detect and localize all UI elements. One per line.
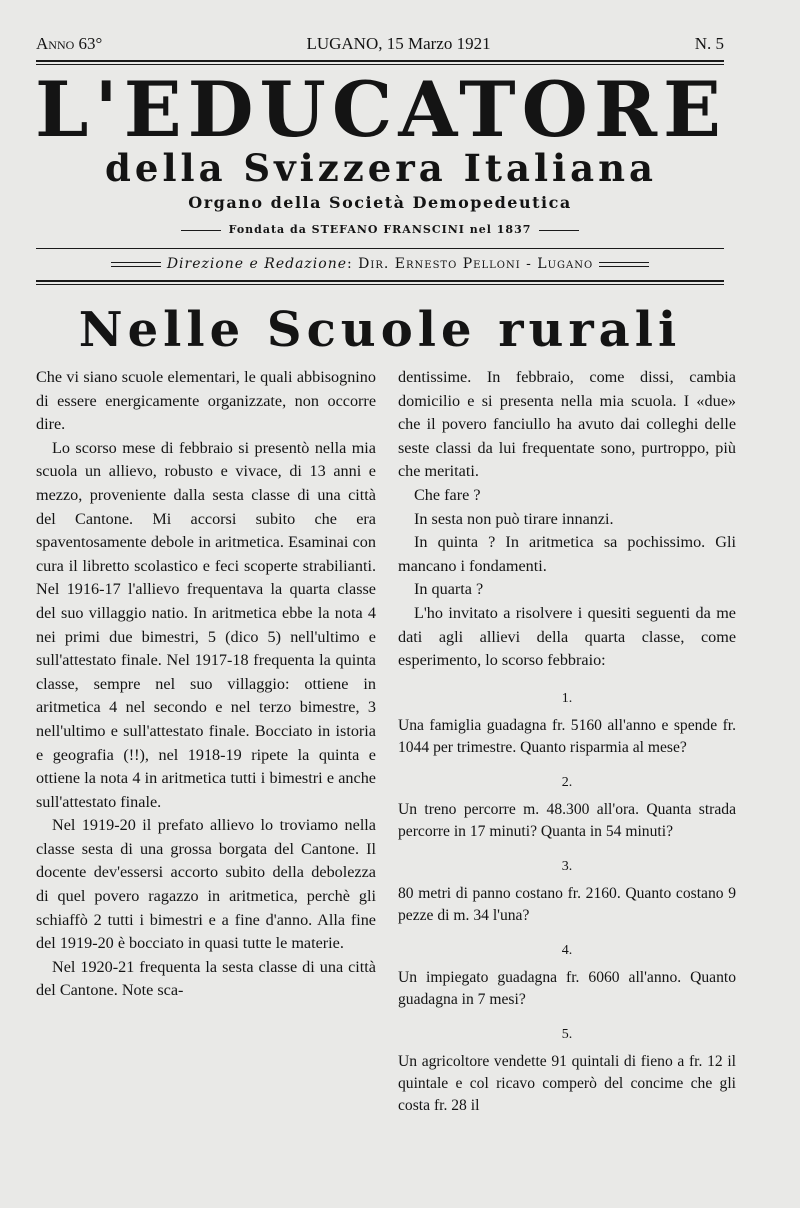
paragraph: Lo scorso mese di febbraio si presentò nella mia scuola un allievo, robusto e vivace, di 13 anni e mezzo, proveniente dalla sesta classe di una città del Cantone. Mi accorsi subito che era spaventosamente debole in aritmetica. Esaminai con cura il libretto scolastico e feci scoperte strabilianti. Nel 1916-17 l'allievo frequentava la quarta classe del suo villaggio natio. In aritmetica ebbe la nota 4 nei primi due bimestri, 5 (dico 5) nell'ultimo e sull'attestato finale. Nel 1917-18 frequenta la quinta classe, sempre nel suo villaggio: ottiene in aritmetica 4 nel secondo e nel terzo bimestre, 3 nell'ultimo e sull'attestato finale. Bocciato in istoria e geografia (!!), nel 1918-19 ripete la quinta e ottiene la nota 4 in aritmetica tutti i bimestri e anche sull'attestato finale. bbox=[36, 438, 376, 811]
question-item bbox=[398, 1025, 736, 1117]
paragraph: Nel 1919-20 il prefato allievo lo troviamo nella classe sesta di una grossa borgata del Cantone. Il docente dev'essersi accorto subito della debolezza di quel povero ragazzo in aritmetica, perchè gli schiaffò 2 tutti i bimestri e a fine d'anno. Alla fine del 1919-20 è bocciato in quasi tutte le materie. bbox=[36, 816, 376, 953]
question-text: Un agricoltore vendette 91 quintali di fieno a fr. 12 il quintale e col ricavo comperò del concime che gli costa fr. 28 il bbox=[398, 1052, 736, 1114]
question-number: 2. bbox=[561, 774, 573, 790]
question-text: Un impiegato guadagna fr. 6060 all'anno. Quanto guadagna in 7 mesi? bbox=[398, 968, 736, 1008]
direction-line bbox=[36, 256, 724, 272]
paragraph: L'ho invitato a risolvere i quesiti seguenti da me dati agli allievi della quarta classe, come esperimento, lo scorso febbraio: bbox=[398, 603, 736, 670]
question-item bbox=[398, 773, 736, 843]
article-column-left bbox=[36, 366, 376, 1003]
question-item bbox=[398, 857, 736, 927]
question-item bbox=[398, 941, 736, 1011]
founded-text: Fondata da STEFANO FRANSCINI nel 1837 bbox=[228, 223, 532, 236]
header-rule bbox=[36, 60, 724, 62]
direction-value: : Dir. Ernesto Pelloni - Lugano bbox=[347, 256, 594, 272]
question-text: Una famiglia guadagna fr. 5160 all'anno e spende fr. 1044 per trimestre. Quanto risparmia al mese? bbox=[398, 716, 736, 756]
issue-number: N. 5 bbox=[694, 34, 724, 53]
paragraph: In quarta ? bbox=[414, 580, 484, 599]
direction-rule-bottom-thin bbox=[36, 284, 724, 285]
paragraph: Che fare ? bbox=[414, 485, 481, 504]
dash-right bbox=[539, 230, 579, 231]
masthead-subtitle: della Svizzera Italiana bbox=[105, 146, 657, 190]
masthead-founded bbox=[36, 223, 724, 236]
issue-header bbox=[36, 34, 724, 54]
paragraph: dentissime. In febbraio, come dissi, cambia domicilio e si presenta nella mia scuola. I «due» che il povero fanciullo ha avuto dai colleghi delle seste classi da lui frequentate sono, purtroppo, più che meritati. bbox=[398, 368, 736, 481]
issue-year: Anno 63° bbox=[36, 34, 103, 53]
article-title: Nelle Scuole rurali bbox=[78, 302, 682, 358]
question-text: 80 metri di panno costano fr. 2160. Quanto costano 9 pezze di m. 34 l'una? bbox=[398, 884, 736, 924]
question-number: 3. bbox=[561, 858, 573, 874]
question-number: 5. bbox=[561, 1026, 573, 1042]
paragraph: In quinta ? In aritmetica sa pochissimo. Gli mancano i fondamenti. bbox=[398, 533, 736, 575]
issue-place-date: LUGANO, 15 Marzo 1921 bbox=[306, 34, 491, 53]
paragraph: In sesta non può tirare innanzi. bbox=[414, 509, 614, 528]
direction-rule-top bbox=[36, 248, 724, 249]
dash-left bbox=[181, 230, 221, 231]
question-item bbox=[398, 689, 736, 759]
paragraph: Che vi siano scuole elementari, le quali abbisognino di essere energicamente organizzate, non occorre dire. bbox=[36, 368, 376, 434]
paragraph: Nel 1920-21 frequenta la sesta classe di una città del Cantone. Note sca- bbox=[36, 957, 376, 1000]
masthead-title: L'EDUCATORE bbox=[35, 65, 727, 154]
article-column-right bbox=[398, 366, 736, 1117]
question-number: 1. bbox=[561, 690, 573, 706]
question-number: 4. bbox=[561, 942, 573, 958]
direction-rule-bottom bbox=[36, 280, 724, 282]
double-rule-left bbox=[111, 262, 161, 267]
double-rule-right bbox=[599, 262, 649, 267]
question-text: Un treno percorre m. 48.300 all'ora. Quanta strada percorre in 17 minuti? Quanta in 54 minuti? bbox=[398, 800, 736, 840]
masthead-organ: Organo della Società Demopedeutica bbox=[188, 193, 572, 212]
direction-label: Direzione e Redazione bbox=[166, 256, 347, 272]
